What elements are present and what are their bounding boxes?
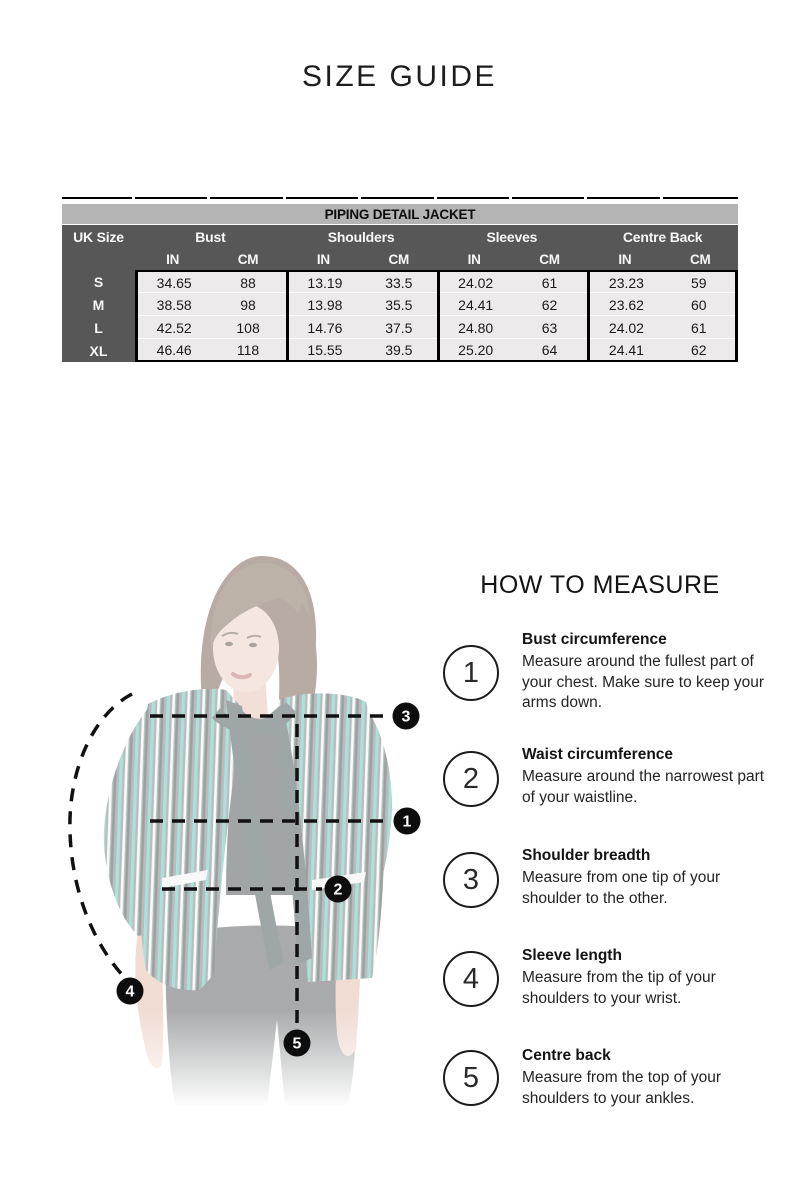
- step-description: Measure around the fullest part of your chest. Make sure to keep your arms down.: [522, 653, 765, 711]
- step-text: [522, 847, 774, 909]
- unit-header: IN: [437, 248, 512, 270]
- step-title: Bust circumference: [522, 631, 667, 648]
- unit-header: CM: [361, 248, 436, 270]
- table-cell: 24.02: [587, 316, 662, 339]
- row-size-label: L: [62, 316, 135, 339]
- step-description: Measure from the tip of your shoulders to your wrist.: [522, 969, 716, 1007]
- step-text: [522, 631, 774, 714]
- model-eye: [249, 643, 257, 647]
- step-number-circle: [443, 1050, 499, 1106]
- size-table-grid: [62, 204, 738, 362]
- table-top-tick: [62, 197, 132, 202]
- step-number-circle: [443, 751, 499, 807]
- table-top-tick: [512, 197, 584, 202]
- unit-header: CM: [210, 248, 285, 270]
- unit-header: CM: [512, 248, 587, 270]
- table-cell: 61: [663, 316, 738, 339]
- step-number: 2: [462, 762, 480, 795]
- marker-label-3: 3: [401, 708, 411, 726]
- unit-header: IN: [587, 248, 662, 270]
- table-top-tick: [210, 197, 282, 202]
- table-top-tick: [286, 197, 358, 202]
- step-text: [522, 1047, 774, 1109]
- step-title: Sleeve length: [522, 947, 622, 964]
- table-cell: 62: [512, 293, 587, 316]
- table-cell: 63: [512, 316, 587, 339]
- step-title: Centre back: [522, 1047, 611, 1064]
- step-text: [522, 947, 774, 1009]
- marker-label-1: 1: [402, 813, 412, 831]
- step-number-circle: [443, 645, 499, 701]
- step-number: 3: [462, 863, 480, 896]
- table-cell: 23.23: [587, 270, 662, 293]
- table-cell: 98: [210, 293, 285, 316]
- marker-label-2: 2: [333, 881, 343, 899]
- size-table: [62, 197, 738, 362]
- step-number: 5: [462, 1061, 480, 1094]
- unit-header: IN: [286, 248, 361, 270]
- step-number-circle: [443, 852, 499, 908]
- table-cell: 13.19: [286, 270, 361, 293]
- how-to-measure-heading: HOW TO MEASURE: [480, 571, 720, 599]
- table-cell: 24.80: [437, 316, 512, 339]
- photo-bottom-fade: [50, 1010, 450, 1140]
- table-cell: 35.5: [361, 293, 436, 316]
- table-cell: 14.76: [286, 316, 361, 339]
- table-cell: 25.20: [437, 339, 512, 362]
- measurement-figure: [50, 550, 450, 1140]
- step-description: Measure from the top of your shoulders to your ankles.: [522, 1069, 722, 1107]
- table-cell: 39.5: [361, 339, 436, 362]
- table-top-tick: [587, 197, 659, 202]
- table-cell: 33.5: [361, 270, 436, 293]
- column-header-shoulders: Shoulders: [286, 225, 437, 248]
- table-top-tick: [663, 197, 738, 202]
- step-number-circle: [443, 951, 499, 1007]
- table-cell: 118: [210, 339, 285, 362]
- model-eye: [225, 642, 233, 646]
- table-cell: 13.98: [286, 293, 361, 316]
- table-title: PIPING DETAIL JACKET: [62, 204, 738, 225]
- step-title: Waist circumference: [522, 746, 674, 763]
- table-top-tick: [361, 197, 433, 202]
- column-header-uk-size: UK Size: [62, 225, 135, 248]
- row-size-label: S: [62, 270, 135, 293]
- unit-header-spacer: [62, 248, 135, 270]
- column-header-sleeves: Sleeves: [437, 225, 588, 248]
- step-title: Shoulder breadth: [522, 847, 651, 864]
- table-cell: 46.46: [135, 339, 210, 362]
- table-cell: 15.55: [286, 339, 361, 362]
- table-cell: 108: [210, 316, 285, 339]
- row-size-label: XL: [62, 339, 135, 362]
- table-cell: 37.5: [361, 316, 436, 339]
- table-cell: 64: [512, 339, 587, 362]
- step-number: 1: [462, 656, 480, 689]
- table-cell: 88: [210, 270, 285, 293]
- table-cell: 42.52: [135, 316, 210, 339]
- step-description: Measure around the narrowest part of your waistline.: [522, 768, 765, 806]
- table-cell: 38.58: [135, 293, 210, 316]
- table-top-tick: [437, 197, 509, 202]
- unit-header: IN: [135, 248, 210, 270]
- table-cell: 60: [663, 293, 738, 316]
- column-header-bust: Bust: [135, 225, 286, 248]
- column-header-centre-back: Centre Back: [587, 225, 738, 248]
- table-cell: 34.65: [135, 270, 210, 293]
- table-cell: 62: [663, 339, 738, 362]
- table-cell: 24.41: [437, 293, 512, 316]
- table-cell: 61: [512, 270, 587, 293]
- table-cell: 23.62: [587, 293, 662, 316]
- table-top-ticks: [62, 197, 738, 202]
- table-cell: 24.41: [587, 339, 662, 362]
- unit-header: CM: [663, 248, 738, 270]
- measurement-figure-svg: [50, 550, 450, 1140]
- step-description: Measure from one tip of your shoulder to the other.: [522, 869, 721, 907]
- table-top-tick: [135, 197, 207, 202]
- step-text: [522, 746, 774, 808]
- marker-label-4: 4: [125, 983, 135, 1001]
- table-cell: 59: [663, 270, 738, 293]
- row-size-label: M: [62, 293, 135, 316]
- page-title: SIZE GUIDE: [301, 60, 498, 93]
- step-number: 4: [462, 962, 480, 995]
- table-cell: 24.02: [437, 270, 512, 293]
- marker-label-5: 5: [292, 1035, 302, 1053]
